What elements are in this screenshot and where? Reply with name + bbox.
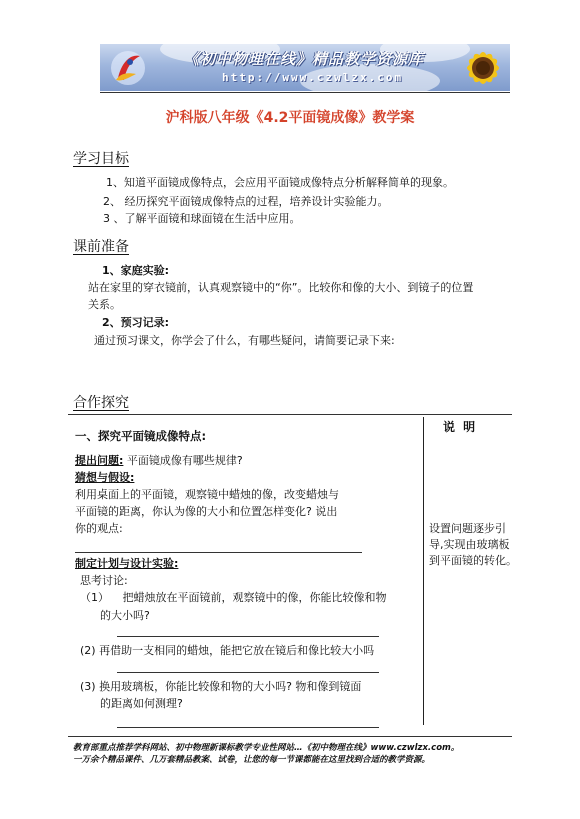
header-banner bbox=[100, 44, 510, 91]
prep-home-experiment-text: 关系。 bbox=[88, 298, 121, 311]
hypothesis-text: 平面镜的距离，你认为像的大小和位置怎样变化? 说出 bbox=[75, 505, 338, 518]
think-label: 思考讨论: bbox=[80, 574, 128, 587]
question-text: 把蜡烛放在平面镜前，观察镜中的像，你能比较像和物 bbox=[122, 591, 387, 604]
goal-item: 1、知道平面镜成像特点，会应用平面镜成像特点分析解释简单的现象。 bbox=[106, 176, 454, 189]
footer-line: 教育部重点推荐学科网站、初中物理新课标教学专业性网站…《初中物理在线》www.czwlzx.com。 bbox=[73, 743, 460, 753]
hypothesis-label: 猜想与假设: bbox=[75, 471, 135, 484]
section-heading-goals: 学习目标 bbox=[73, 151, 129, 167]
answer-line bbox=[117, 672, 379, 673]
prep-preview-text: 通过预习课文，你学会了什么，有哪些疑问，请简要记录下来: bbox=[94, 334, 395, 347]
question-label: 提出问题: bbox=[75, 454, 124, 467]
prep-home-experiment-text: 站在家里的穿衣镜前，认真观察镜中的“你”。比较你和像的大小、到镜子的位置 bbox=[88, 281, 474, 294]
answer-line bbox=[117, 727, 379, 728]
answer-line bbox=[117, 636, 379, 637]
question-row bbox=[75, 453, 243, 469]
site-logo-icon bbox=[108, 48, 148, 88]
question-item: (2) 再借助一支相同的蜡烛，能把它放在镜后和像比较大小吗 bbox=[80, 644, 375, 657]
section-heading-coop: 合作探究 bbox=[73, 395, 129, 411]
document-title: 沪科版八年级《4.2平面镜成像》教学案 bbox=[165, 110, 415, 126]
plan-label: 制定计划与设计实验: bbox=[75, 557, 179, 570]
answer-line bbox=[75, 552, 362, 553]
question-text: 的大小吗? bbox=[100, 609, 150, 622]
table-top-border bbox=[68, 414, 512, 415]
notes-body: 设置问题逐步引导,实现由玻璃板到平面镜的转化。 bbox=[429, 522, 517, 567]
prep-home-experiment-label: 1、家庭实验: bbox=[102, 264, 170, 277]
section-heading-prep: 课前准备 bbox=[73, 239, 129, 255]
prep-preview-label: 2、预习记录: bbox=[102, 316, 170, 329]
sunflower-icon bbox=[452, 44, 510, 91]
footer-line: 一万余个精品课件、几万套精品教案、试卷，让您的每一节课都能在这里找到合适的教学资源。 bbox=[73, 755, 431, 765]
goal-item: 3 、了解平面镜和球面镜在生活中应用。 bbox=[103, 212, 301, 225]
question-text: 平面镜成像有哪些规律? bbox=[126, 454, 243, 467]
hypothesis-text: 利用桌面上的平面镜，观察镜中蜡烛的像，改变蜡烛与 bbox=[75, 488, 339, 501]
banner-divider bbox=[100, 92, 510, 93]
banner-title: 《初中物理在线》精品教学资源库 bbox=[184, 50, 425, 68]
column-divider bbox=[423, 417, 424, 725]
question-item: (3) 换用玻璃板，你能比较像和物的大小吗? 物和像到镜面 bbox=[80, 680, 362, 693]
question-item bbox=[80, 590, 387, 606]
hypothesis-text: 你的观点: bbox=[75, 522, 123, 535]
part-title: 一、探究平面镜成像特点: bbox=[75, 429, 207, 443]
footer-divider bbox=[68, 736, 512, 737]
question-number: （1） bbox=[80, 591, 109, 604]
notes-heading: 说 明 bbox=[443, 420, 478, 434]
banner-url[interactable]: http://www.czwlzx.com bbox=[222, 71, 404, 84]
goal-item: 2、 经历探究平面镜成像特点的过程，培养设计实验能力。 bbox=[103, 195, 389, 208]
question-text: 的距离如何测理? bbox=[100, 697, 183, 710]
